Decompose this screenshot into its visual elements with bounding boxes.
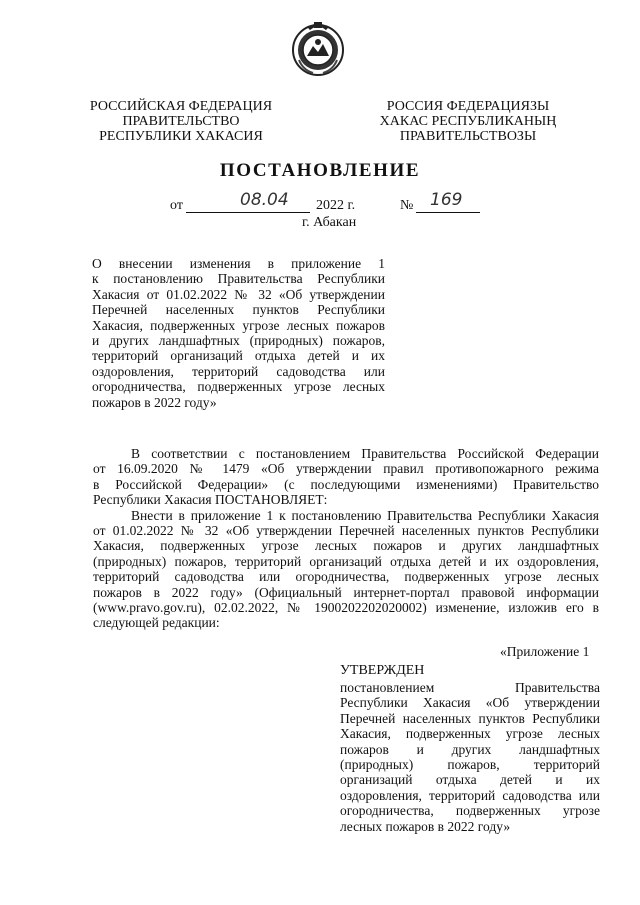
approved-line: (природных) пожаров, территорий <box>340 757 600 773</box>
body-line: Республики Хакасия ПОСТАНОВЛЯЕТ: <box>93 492 328 508</box>
number-blank-line <box>416 212 480 213</box>
header-left-line: ПРАВИТЕЛЬСТВО <box>122 114 240 129</box>
approved-line: лесных пожаров в 2022 году» <box>340 818 511 834</box>
body-line: от 01.02.2022 № 32 «Об утверждении Перечней населенных пунктов Республики <box>93 523 599 539</box>
subject-line: к постановлению Правительства Республики <box>92 271 385 287</box>
subject-line: оздоровления, территорий садоводства или <box>92 363 385 379</box>
body-line: (природных) пожаров, территорий организаций отдыха детей и их оздоровления, <box>93 553 599 569</box>
header-right-line: ПРАВИТЕЛЬСТВОЗЫ <box>399 129 537 144</box>
body-line: Хакасия, подверженных угрозе лесных пожаров и других ландшафтных <box>93 538 599 554</box>
body-line: Внести в приложение 1 к постановлению Правительства Республики Хакасия <box>131 507 599 523</box>
city: г. Абакан <box>302 215 357 230</box>
body-line: (www.pravo.gov.ru), 02.02.2022, № 1900202202020002) изменение, изложив его в <box>93 600 599 616</box>
header-right-line: ХАКАС РЕСПУБЛИКАНЫҢ <box>379 114 557 129</box>
approved-line: оздоровления, территорий садоводства или <box>340 787 600 803</box>
header-right-line: РОССИЯ ФЕДЕРАЦИЯЗЫ <box>386 99 550 114</box>
approved-line: организаций отдыха детей и их <box>340 772 600 788</box>
body-line: В соответствии с постановлением Правительства Российской Федерации <box>131 446 599 461</box>
body-line: в Российской Федерации» (с последующими изменениями) Правительство <box>93 476 599 492</box>
header-left-line: РОССИЙСКАЯ ФЕДЕРАЦИЯ <box>89 99 273 114</box>
subject-line: территорий организаций отдыха детей и их <box>92 348 385 364</box>
subject-line: О внесении изменения в приложение 1 <box>92 256 385 271</box>
appendix-label: «Приложение 1 <box>500 644 590 659</box>
approved-line: Перечней населенных пунктов Республики <box>340 710 600 726</box>
approved-line: постановлением Правительства <box>340 680 600 695</box>
subject-block <box>92 256 385 410</box>
approved-line: Республики Хакасия «Об утверждении <box>340 695 600 711</box>
subject-line: огородничества, подверженных угрозе лесных <box>92 379 385 395</box>
header-left-line: РЕСПУБЛИКИ ХАКАСИЯ <box>99 129 263 144</box>
body-line: территорий садоводства или огородничества, подверженных угрозе лесных <box>93 569 599 585</box>
header-right <box>368 99 568 144</box>
body-line: пожаров в 2022 году» (Официальный интернет-портал правовой информации <box>93 584 599 600</box>
header-left <box>78 99 284 144</box>
number-sign: № <box>400 198 414 213</box>
subject-line: Хакасия от 01.02.2022 № 32 «Об утверждении <box>92 286 385 302</box>
date-blank-line <box>186 212 310 213</box>
body-text <box>93 446 599 631</box>
body-line: следующей редакции: <box>93 615 220 631</box>
coat-of-arms-icon <box>291 20 345 78</box>
approved-line: пожаров и других ландшафтных <box>340 741 600 757</box>
number-handwritten: 169 <box>430 190 463 210</box>
approved-line: огородничества, подверженных угрозе <box>340 803 600 819</box>
approved-line: Хакасия, подверженных угрозе лесных <box>340 726 600 742</box>
document-title: ПОСТАНОВЛЕНИЕ <box>219 160 421 181</box>
date-prefix: от <box>170 198 183 213</box>
date-year: 2022 г. <box>316 198 356 213</box>
subject-line: Хакасия, подверженных угрозе лесных пожаров <box>92 317 385 333</box>
subject-line: и других ландшафтных (природных) пожаров, <box>92 333 385 349</box>
approved-text <box>340 680 600 834</box>
subject-line: пожаров в 2022 году» <box>92 394 217 410</box>
body-line: от 16.09.2020 № 1479 «Об утверждении правил противопожарного режима <box>93 461 599 477</box>
approved-heading: УТВЕРЖДЕН <box>340 663 425 678</box>
date-handwritten: 08.04 <box>240 190 289 210</box>
subject-line: Перечней населенных пунктов Республики <box>92 302 385 318</box>
